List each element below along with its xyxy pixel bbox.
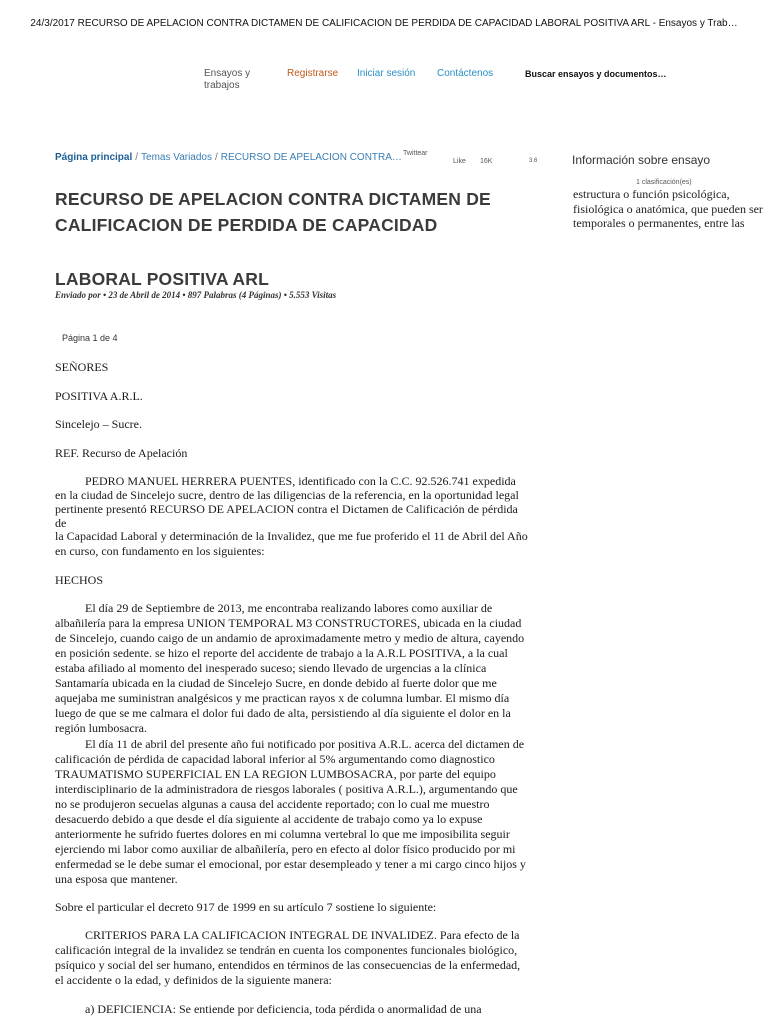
document-meta: Enviado por • 23 de Abril de 2014 • 897 Palabras (4 Páginas) • 5.553 Visitas [55, 290, 337, 300]
document-title-continued: LABORAL POSITIVA ARL [55, 269, 269, 289]
top-nav [0, 68, 768, 98]
paragraph: PEDRO MANUEL HERRERA PUENTES, identificado con la C.C. 92.526.741 expedida en la ciudad de Sincelejo sucre, dentro de las diligencias de la referencia, en la oportunidad legal pertinente presentó RECURSO DE APELACION contra el Dictamen de Calificación de pérdida de [55, 474, 519, 530]
nav-ensayos-link[interactable]: Ensayos y trabajos [204, 68, 251, 91]
like-button[interactable]: Like [453, 158, 466, 165]
section-heading: HECHOS [55, 573, 104, 587]
sidebar-text: estructura o función psicológica, fisiológica o anatómica, que pueden ser temporales o permanentes, entre las [573, 187, 763, 230]
breadcrumb-separator: / [135, 152, 139, 163]
paragraph: Sobre el particular el decreto 917 de 1999 en su artículo 7 sostiene lo siguiente: [55, 900, 437, 914]
nav-login-link[interactable]: Iniciar sesión [357, 68, 416, 79]
paragraph: REF. Recurso de Apelación [55, 446, 188, 460]
share-count: 3.6 [529, 158, 538, 164]
document-title: RECURSO DE APELACION CONTRA DICTAMEN DE CALIFICACION DE PERDIDA DE CAPACIDAD [55, 189, 491, 235]
paragraph: El día 11 de abril del presente año fui notificado por positiva A.R.L. acerca del dictamen de calificación de pérdida de capacidad laboral inferior al 5% argumentando como diagnostico TRAUMATISMO SUPERFICIAL EN LA REGION LUMBOSACRA, por parte del equipo interdisciplinario de la administradora de riesgos laborales ( positiva A.R.L.), argumentando que no se produjeron secuelas algunas a causa del accidente reportado; con lo cual me muestro desacuerdo debido a que desde el día siguiente al accidente de trabajo como ya lo expuse anteriormente he sufrido fuertes dolores en mi columna vertebral lo que me imposibilita seguir ejerciendo mi labor como auxiliar de albañilería, pero en efecto al dolor físico producido por mi enfermedad se le debe sumar el emocional, por estar desempleado y tener a mi cargo cinco hijos y una esposa que mantener. [55, 737, 526, 886]
sidebar-title: Información sobre ensayo [572, 153, 711, 167]
paragraph: a) DEFICIENCIA: Se entiende por deficiencia, toda pérdida o anormalidad de una [85, 1002, 482, 1016]
paragraph: El día 29 de Septiembre de 2013, me encontraba realizando labores como auxiliar de albañilería para la empresa UNION TEMPORAL M3 CONSTRUCTORES, ubicada en la ciudad de Sincelejo, cuando caigo de un andamio de aproximadamente metro y medio de altura, cayendo en posición sedente. se hizo el reporte del accidente de trabajo a la A.R.L POSITIVA, a la cual estaba afiliado al momento del inesperado suceso; siendo llevado de urgencias a la clínica Santamaría ubicada en la ciudad de Sincelejo Sucre, en donde debido al fuerte dolor que me aquejaba me suministran analgésicos y me practican rayos x de columna lumbar. El mismo día luego de que se me calmara el dolor fui dado de alta, persistiendo al día siguiente el dolor en la región lumbosacra. [55, 601, 525, 735]
sidebar-subtitle: 1 clasificación(es) [636, 179, 692, 186]
paragraph: SEÑORES [55, 360, 109, 374]
page-indicator: Página 1 de 4 [62, 333, 118, 343]
paragraph: la Capacidad Laboral y determinación de la Invalidez, que me fue proferido el 11 de Abril del Año en curso, con fundamento en los siguientes: [55, 529, 528, 558]
breadcrumb-category-link[interactable]: Temas Variados [141, 152, 212, 163]
print-header: 24/3/2017 RECURSO DE APELACION CONTRA DICTAMEN DE CALIFICACION DE PERDIDA DE CAPACIDAD LABORAL POSITIVA ARL - Ensayos y Trab… [30, 18, 738, 29]
like-count: 16K [480, 158, 493, 165]
paragraph: CRITERIOS PARA LA CALIFICACION INTEGRAL DE INVALIDEZ. Para efecto de la calificación integral de la invalidez se tendrán en cuenta los componentes funcionales biológico, psíquico y social del ser humano, entendidos en términos de las consecuencias de la enfermedad, el accidente o la edad, y definidos de la siguiente manera: [55, 928, 521, 987]
nav-contact-link[interactable]: Contáctenos [437, 68, 494, 79]
breadcrumb [55, 152, 402, 163]
nav-register-link[interactable]: Registrarse [287, 68, 339, 79]
paragraph: POSITIVA A.R.L. [55, 389, 143, 403]
paragraph: Sincelejo – Sucre. [55, 417, 142, 431]
tweet-button[interactable]: Twittear [403, 150, 428, 157]
breadcrumb-separator: / [215, 152, 218, 163]
breadcrumb-home-link[interactable]: Página principal [55, 152, 133, 163]
breadcrumb-current: RECURSO DE APELACION CONTRA… [220, 152, 402, 163]
search-input[interactable]: Buscar ensayos y documentos… [525, 69, 667, 79]
